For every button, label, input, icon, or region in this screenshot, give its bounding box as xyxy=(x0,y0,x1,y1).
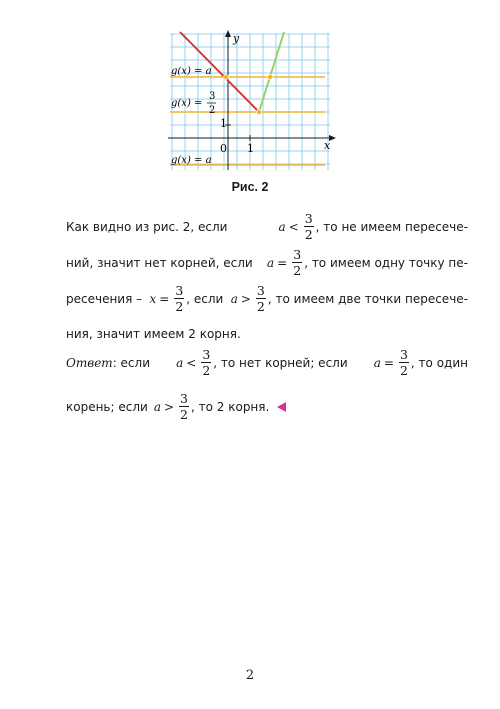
fraction-num: 3 xyxy=(399,347,408,362)
op-less: < xyxy=(186,355,197,370)
text-fragment: ния, значит имеем 2 корня. xyxy=(66,327,241,341)
inline-text xyxy=(66,356,150,370)
answer-line-1 xyxy=(66,347,468,378)
vertex-point xyxy=(256,109,261,114)
y-axis-label: y xyxy=(233,32,240,45)
text-fragment: , то 2 корня. xyxy=(191,399,270,414)
intersection-point-left xyxy=(223,74,228,79)
inline-math xyxy=(374,347,468,378)
page-number: 2 xyxy=(245,668,255,683)
fraction-den: 2 xyxy=(202,363,211,378)
label-top: g(x) = a xyxy=(171,66,212,77)
fraction-3-2 xyxy=(179,391,189,422)
fraction-den: 2 xyxy=(180,407,188,422)
fraction-den: 2 xyxy=(175,299,184,314)
label-mid-den: 2 xyxy=(209,105,216,116)
answer-label: Ответ xyxy=(66,355,113,370)
y-axis-arrow xyxy=(225,30,231,37)
fraction-3-2 xyxy=(256,283,266,314)
var-x: x xyxy=(149,291,157,306)
fraction-num: 3 xyxy=(256,283,265,298)
fraction-3-2 xyxy=(292,247,302,278)
tick-x-label: 1 xyxy=(247,142,254,155)
fraction-num: 3 xyxy=(293,247,302,262)
var-a: a xyxy=(267,255,275,270)
op-greater: > xyxy=(163,399,175,414)
var-a: a xyxy=(153,399,161,414)
fraction-num: 3 xyxy=(180,391,188,406)
end-of-solution-icon xyxy=(277,402,286,412)
var-a: a xyxy=(230,291,238,306)
inline-math xyxy=(149,283,223,314)
x-axis-label: x xyxy=(324,139,331,152)
op-eq: = xyxy=(383,355,394,370)
origin-label: 0 xyxy=(220,142,227,155)
text-fragment: ресечения – xyxy=(66,291,143,306)
op-eq: = xyxy=(277,255,288,270)
var-a: a xyxy=(278,219,286,234)
function-graph-figure xyxy=(160,28,340,176)
op-eq: = xyxy=(159,291,170,306)
text-fragment: , то имеем две точки пересече- xyxy=(267,291,468,306)
text-fragment: , если xyxy=(186,291,224,306)
label-mid-prefix: g(x) = xyxy=(171,98,203,109)
paragraph-line-3 xyxy=(66,283,468,314)
inline-math xyxy=(176,347,348,378)
op-greater: > xyxy=(240,291,251,306)
paragraph-line-4 xyxy=(66,327,241,341)
fraction-den: 2 xyxy=(399,363,408,378)
text-fragment: , то не имеем пересече- xyxy=(315,219,468,234)
fraction-den: 2 xyxy=(256,299,265,314)
paragraph-line-2 xyxy=(66,247,468,278)
fraction-3-2 xyxy=(201,347,211,378)
answer-line-2 xyxy=(66,391,286,422)
text-fragment: : если xyxy=(112,355,150,370)
fraction-3-2 xyxy=(174,283,184,314)
intersection-point-right xyxy=(267,74,272,79)
text-fragment: Как видно из рис. 2, если xyxy=(66,219,228,234)
fraction-num: 3 xyxy=(202,347,211,362)
fraction-3-2 xyxy=(399,347,409,378)
text-fragment: , то имеем одну точку пе- xyxy=(304,255,468,270)
paragraph-line-1 xyxy=(66,211,468,242)
inline-math xyxy=(279,211,469,242)
figure-caption: Рис. 2 xyxy=(231,180,269,194)
var-a: a xyxy=(373,355,381,370)
fraction-den: 2 xyxy=(293,263,302,278)
text-fragment: , то нет корней; если xyxy=(213,355,348,370)
label-bottom: g(x) = a xyxy=(171,155,212,166)
text-fragment: ний, значит нет корней, если xyxy=(66,255,253,270)
inline-math xyxy=(231,283,468,314)
inline-math xyxy=(267,247,468,278)
op-less: < xyxy=(288,219,299,234)
fraction-den: 2 xyxy=(304,227,313,242)
label-mid-num: 3 xyxy=(209,91,216,102)
fraction-num: 3 xyxy=(175,283,184,298)
fraction-num: 3 xyxy=(304,211,313,226)
fraction-3-2 xyxy=(304,211,314,242)
tick-y-label: 1 xyxy=(220,117,227,130)
text-fragment: , то один xyxy=(410,355,468,370)
text-fragment: корень; если xyxy=(66,399,148,414)
var-a: a xyxy=(176,355,184,370)
